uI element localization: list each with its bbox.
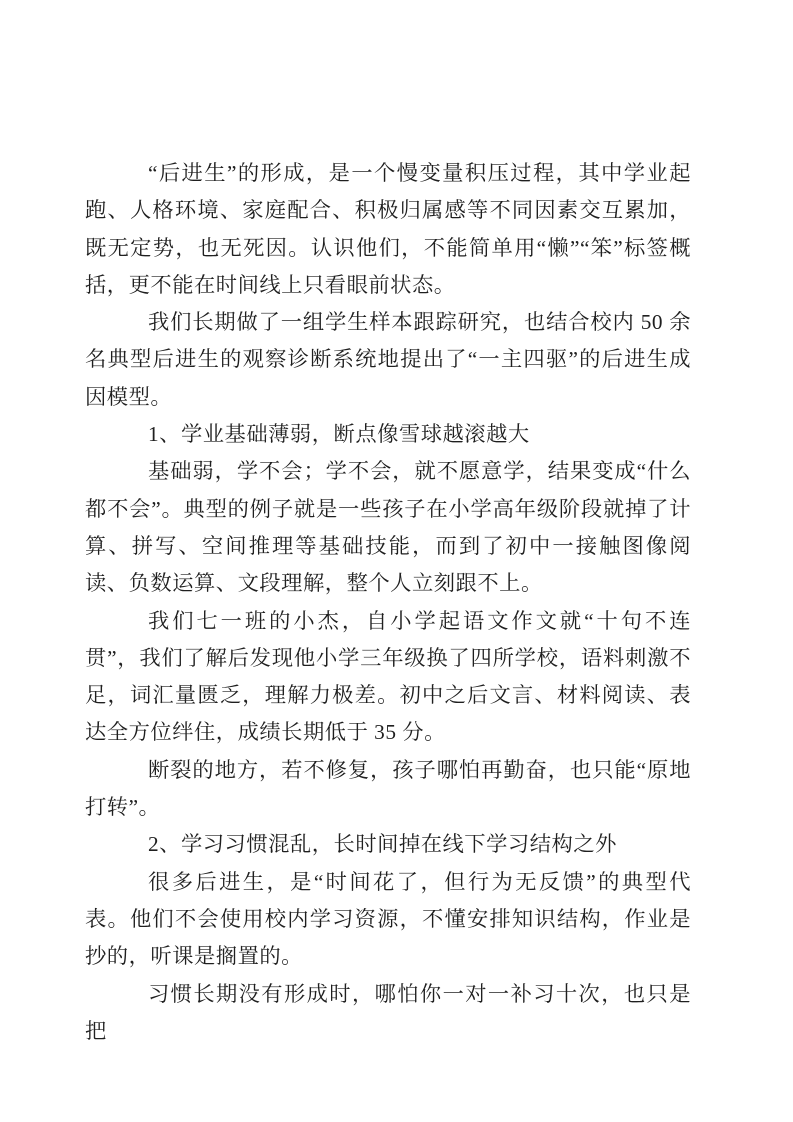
paragraph-habit-chaos: 很多后进生，是“时间花了，但行为无反馈”的典型代表。他们不会使用校内学习资源，不懂安排知识结构，作业是抄的，听课是搁置的。 [85, 869, 691, 969]
paragraph-intro: “后进生”的形成，是一个慢变量积压过程，其中学业起跑、人格环境、家庭配合、积极归属感等不同因素交互累加，既无定势，也无死因。认识他们，不能简单用“懒”“笨”标签概括，更不能在时间线上只看眼前状态。 [85, 161, 691, 297]
paragraph-broken-gap: 断裂的地方，若不修复，孩子哪怕再勤奋，也只能“原地打转”。 [85, 757, 691, 820]
document-body [85, 155, 691, 1050]
section-heading-1: 1、学业基础薄弱，断点像雪球越滚越大 [148, 422, 530, 447]
paragraph-research-model: 我们长期做了一组学生样本跟踪研究，也结合校内 50 余名典型后进生的观察诊断系统地提出了“一主四驱”的后进生成因模型。 [85, 310, 691, 409]
paragraph-habit-truncated: 习惯长期没有形成时，哪怕你一对一补习十次，也只是把 [85, 981, 691, 1043]
paragraph-weak-foundation: 基础弱，学不会；学不会，就不愿意学，结果变成“什么都不会”。典型的例子就是一些孩子在小学高年级阶段就掉了计算、拼写、空间推理等基础技能，而到了初中一接触图像阅读、负数运算、文段理解，整个人立刻跟不上。 [85, 459, 691, 596]
section-heading-2: 2、学习习惯混乱，长时间掉在线下学习结构之外 [148, 832, 617, 857]
paragraph-xiaojie-case: 我们七一班的小杰，自小学起语文作文就“十句不连贯”，我们了解后发现他小学三年级换了四所学校，语料刺激不足，词汇量匮乏，理解力极差。初中之后文言、材料阅读、表达全方位绊住，成绩长期低于 35 分。 [85, 608, 691, 745]
